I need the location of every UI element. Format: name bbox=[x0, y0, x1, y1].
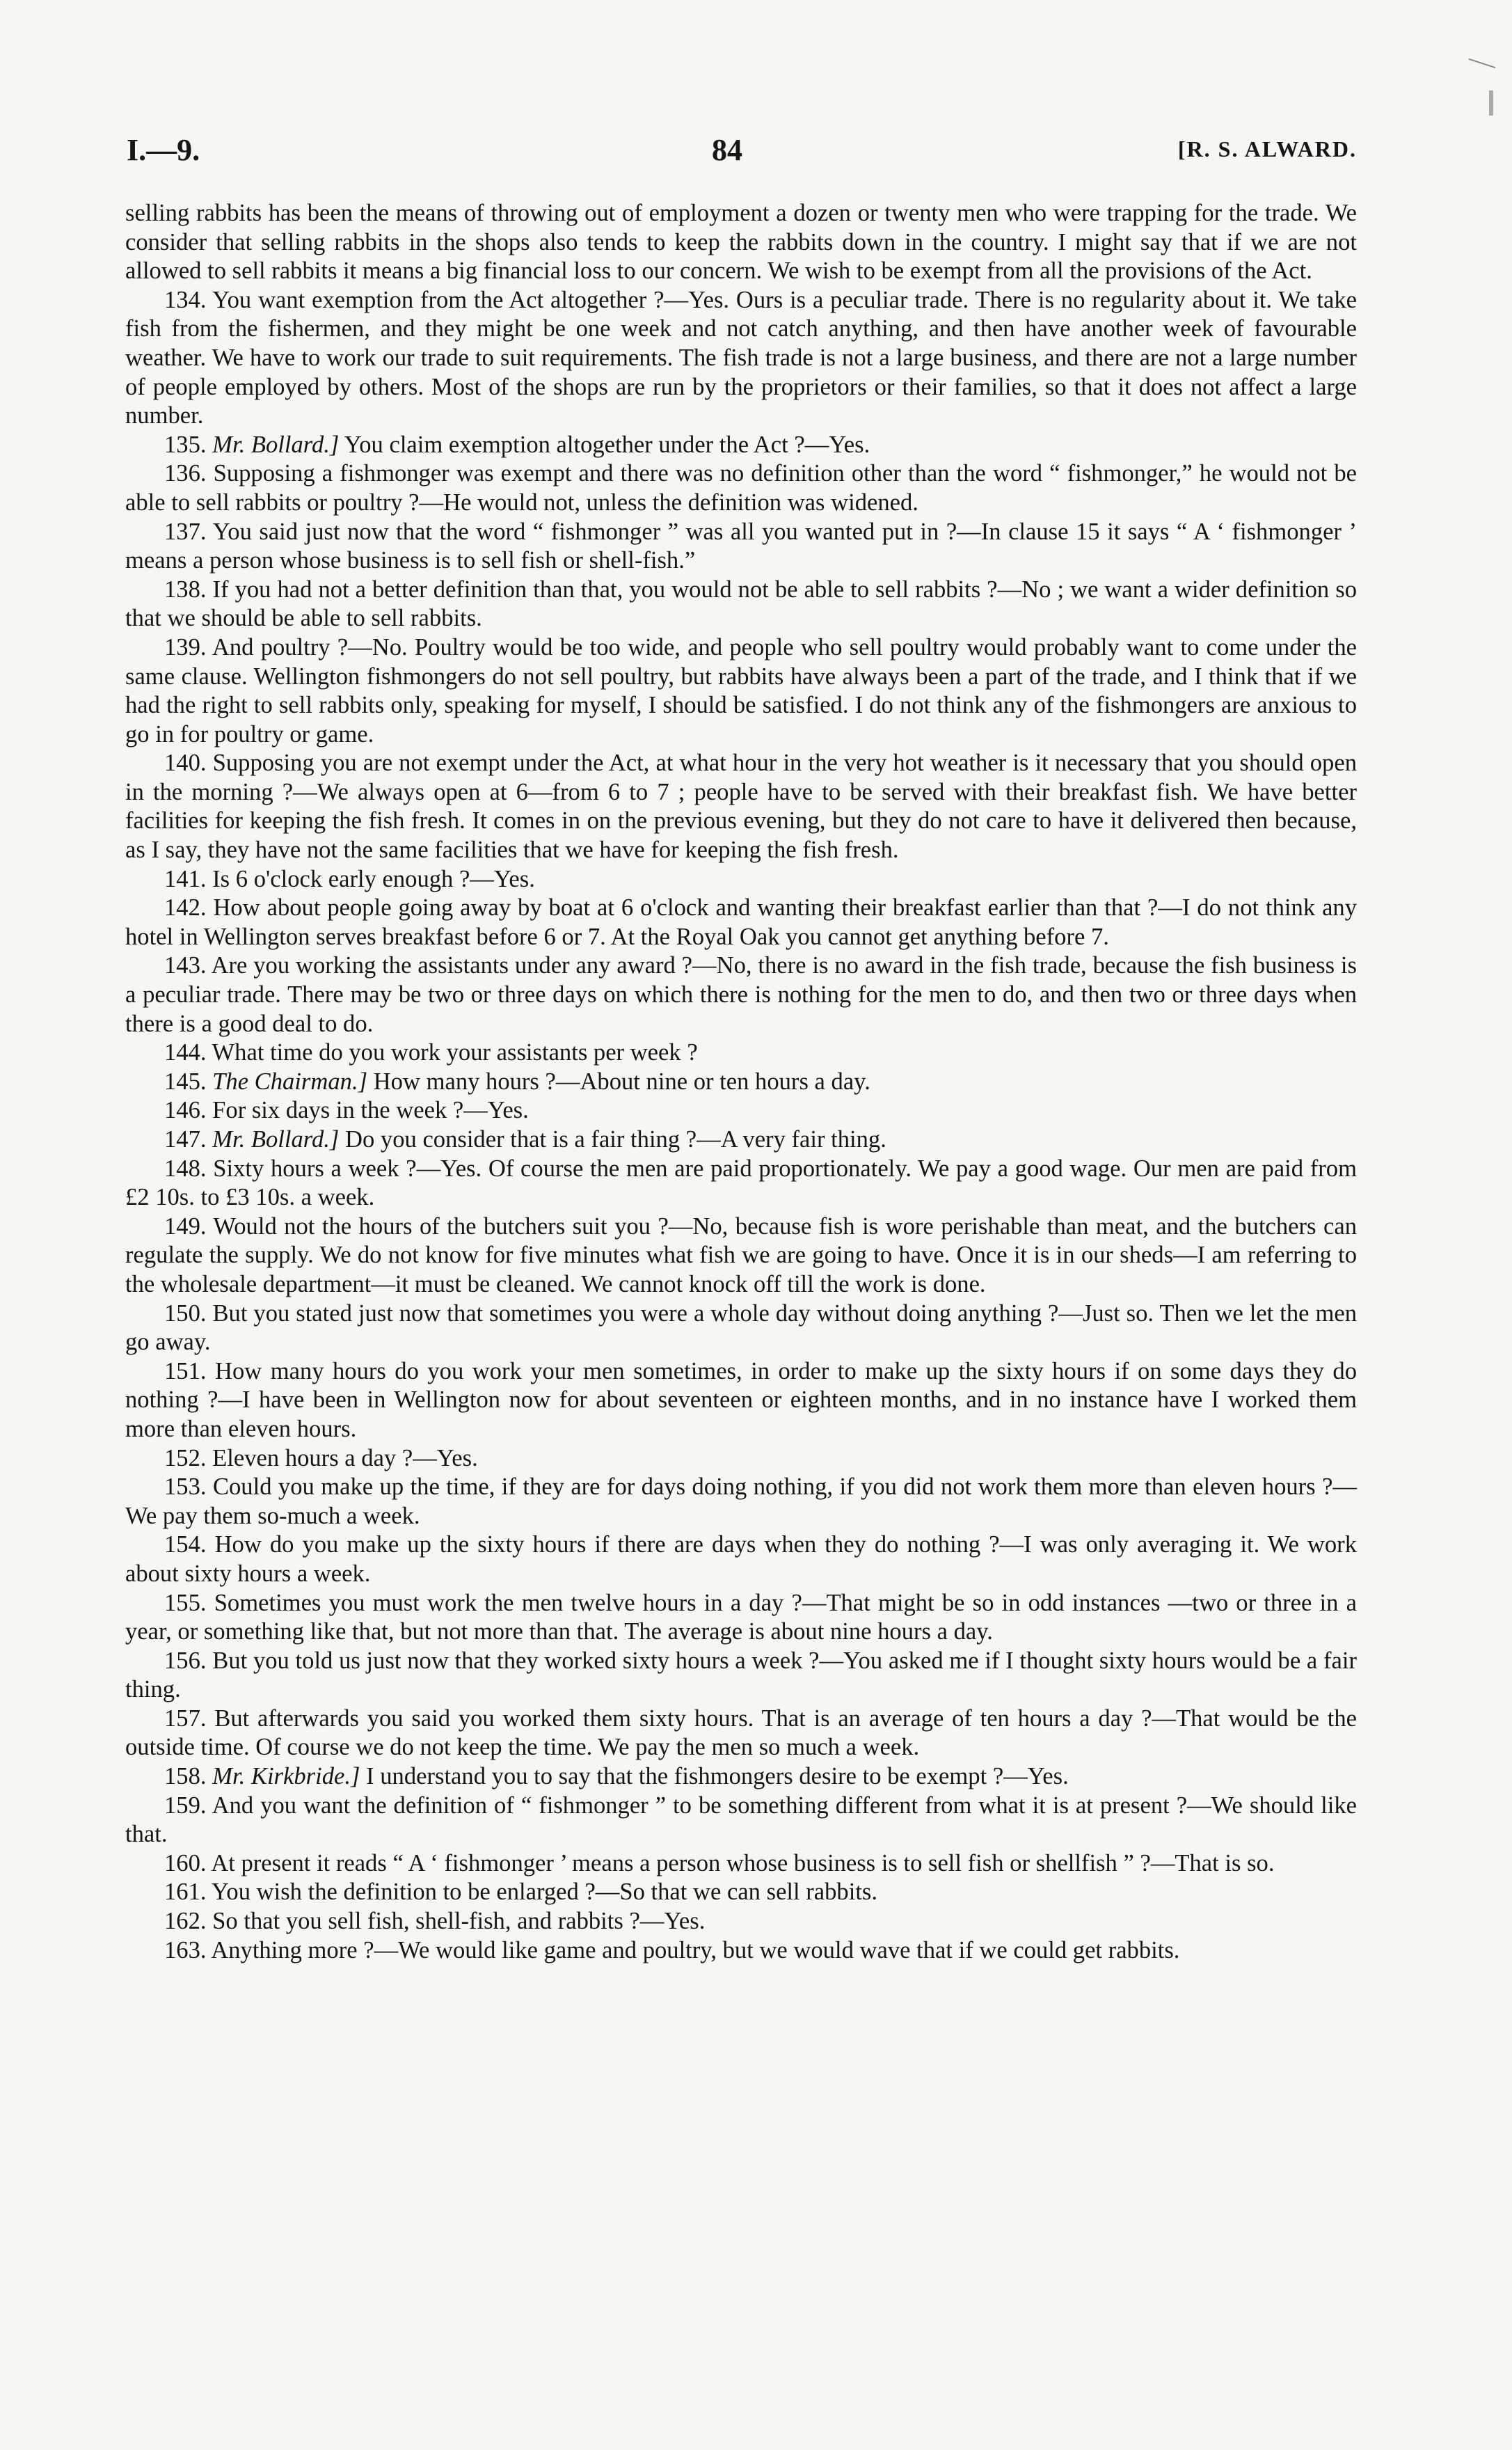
document-reference: I.—9. bbox=[127, 133, 200, 167]
question-paragraph bbox=[125, 1936, 1357, 1966]
question-paragraph bbox=[125, 1647, 1357, 1705]
paragraph-text: You wish the definition to be enlarged ?—So that we can sell rabbits. bbox=[211, 1879, 878, 1906]
paragraph-text: You want exemption from the Act altogether ?—Yes. Ours is a peculiar trade. There is no regularity about it. We take fish from the fishermen, and they might be one week and not catch anything, and then have another week of favourable weather. We have to work our trade to suit requirements. The fish trade is not a large business, and there are not a large number of people employed by others. Most of the shops are run by the proprietors or their families, so that it does not affect a large number. bbox=[125, 286, 1357, 429]
paragraph-text: And you want the definition of “ fishmonger ” to be something different from what it is at present ?—We should like that. bbox=[125, 1792, 1357, 1848]
question-paragraph bbox=[125, 865, 1357, 894]
question-number: 153. bbox=[164, 1473, 207, 1501]
question-number: 152. bbox=[164, 1444, 207, 1471]
paragraph-text: At present it reads “ A ‘ fishmonger ’ means a person whose business is to sell fish or shellfish ” ?—That is so. bbox=[211, 1849, 1275, 1876]
paragraph-text: What time do you work your assistants per week ? bbox=[212, 1039, 698, 1066]
question-number: 147. bbox=[164, 1126, 207, 1153]
speaker-name: Mr. Bollard.] bbox=[212, 1126, 340, 1153]
question-paragraph bbox=[125, 1762, 1357, 1792]
question-number: 144. bbox=[164, 1039, 207, 1066]
page-header bbox=[125, 132, 1357, 181]
question-number: 141. bbox=[164, 865, 207, 892]
paragraph-text: Supposing a fishmonger was exempt and there was no definition other than the word “ fishmonger,” he would not be able to sell rabbits or poultry ?—He would not, unless the definition was widened. bbox=[125, 460, 1357, 516]
question-number: 159. bbox=[164, 1792, 207, 1819]
margin-mark bbox=[1469, 58, 1496, 68]
paragraph-text: So that you sell fish, shell-fish, and rabbits ?—Yes. bbox=[212, 1908, 706, 1935]
paragraph-text: selling rabbits has been the means of throwing out of employment a dozen or twenty men who were trapping for the trade. We consider that selling rabbits in the shops also tends to keep the rabbits down in the country. I might say that if we are not allowed to sell rabbits it means a big financial loss to our concern. We wish to be exempt from all the provisions of the Act. bbox=[125, 200, 1357, 285]
paragraph-text: How about people going away by boat at 6 o'clock and wanting their breakfast earlier than that ?—I do not think any hotel in Wellington serves breakfast before 6 or 7. At the Royal Oak you cannot get anything before 7. bbox=[125, 894, 1357, 950]
question-number: 146. bbox=[164, 1097, 207, 1124]
paragraph-text: Could you make up the time, if they are for days doing nothing, if you did not work them more than eleven hours ?—We pay them so-much a week. bbox=[125, 1473, 1357, 1529]
question-paragraph bbox=[125, 1792, 1357, 1849]
question-paragraph bbox=[125, 1299, 1357, 1357]
question-paragraph bbox=[125, 633, 1357, 749]
paragraph-text: Would not the hours of the butchers suit you ?—No, because fish is wore perishable than meat, and the butchers can regulate the supply. We do not know for five minutes what fish we are going to have. Once it is in our sheds—I am referring to the wholesale department—it must be cleaned. We cannot knock off till the work is done. bbox=[125, 1212, 1357, 1297]
question-number: 142. bbox=[164, 894, 207, 922]
paragraph-text: You said just now that the word “ fishmonger ” was all you wanted put in ?—In clause 15 it says “ A ‘ fishmonger ’ means a person whose business is to sell fish or shell-fish.” bbox=[125, 518, 1357, 574]
document-page bbox=[125, 132, 1357, 1965]
question-number: 163. bbox=[164, 1936, 207, 1963]
question-paragraph bbox=[125, 1444, 1357, 1473]
question-number: 149. bbox=[164, 1212, 207, 1240]
page-number: 84 bbox=[712, 133, 742, 167]
question-paragraph bbox=[125, 1068, 1357, 1097]
question-paragraph bbox=[125, 1038, 1357, 1068]
question-number: 137. bbox=[164, 518, 207, 545]
question-number: 158. bbox=[164, 1763, 207, 1790]
question-number: 150. bbox=[164, 1299, 207, 1327]
speaker-name: The Chairman.] bbox=[212, 1068, 368, 1095]
continued-paragraph bbox=[125, 199, 1357, 286]
speaker-name: Mr. Bollard.] bbox=[212, 431, 340, 458]
paragraph-text: But you stated just now that sometimes you were a whole day without doing anything ?—Just so. Then we let the men go away. bbox=[125, 1299, 1357, 1356]
speaker-name: Mr. Kirkbride.] bbox=[212, 1763, 360, 1790]
question-paragraph bbox=[125, 576, 1357, 633]
paragraph-text: But afterwards you said you worked them sixty hours. That is an average of ten hours a day ?—That would be the outside time. Of course we do not keep the time. We pay the men so much a week. bbox=[125, 1705, 1357, 1761]
question-paragraph bbox=[125, 951, 1357, 1038]
question-paragraph bbox=[125, 1357, 1357, 1444]
paragraph-text: Supposing you are not exempt under the Act, at what hour in the very hot weather is it necessary that you should open in the morning ?—We always open at 6—from 6 to 7 ; people have to be served with their breakfast fish. We have better facilities for keeping the fish fresh. It comes in on the previous evening, but they do not care to have it delivered then because, as I say, they have not the same facilities that we have for keeping the fish fresh. bbox=[125, 750, 1357, 864]
paragraph-text: How many hours ?—About nine or ten hours a day. bbox=[373, 1068, 870, 1095]
paragraph-text: Eleven hours a day ?—Yes. bbox=[212, 1444, 478, 1471]
paragraph-text: Do you consider that is a fair thing ?—A very fair thing. bbox=[345, 1126, 886, 1153]
document-body bbox=[125, 199, 1357, 1965]
question-number: 143. bbox=[164, 952, 207, 979]
paragraph-text: Sometimes you must work the men twelve hours in a day ?—That might be so in odd instances —two or three in a year, or something like that, but not more than that. The average is about nine hours a day. bbox=[125, 1589, 1357, 1645]
witness-name: [R. S. ALWARD. bbox=[1177, 136, 1357, 161]
paragraph-text: How many hours do you work your men sometimes, in order to make up the sixty hours if on some days they do nothing ?—I have been in Wellington now for about seventeen or eighteen months, and in no instance have I worked them more than eleven hours. bbox=[125, 1357, 1357, 1442]
question-number: 151. bbox=[164, 1357, 207, 1384]
question-paragraph bbox=[125, 1878, 1357, 1907]
question-paragraph bbox=[125, 1125, 1357, 1155]
paragraph-text: Is 6 o'clock early enough ?—Yes. bbox=[212, 865, 535, 892]
paragraph-text: I understand you to say that the fishmongers desire to be exempt ?—Yes. bbox=[366, 1763, 1069, 1790]
question-paragraph bbox=[125, 1096, 1357, 1125]
question-number: 154. bbox=[164, 1531, 207, 1558]
question-number: 138. bbox=[164, 576, 207, 603]
question-paragraph bbox=[125, 286, 1357, 431]
question-number: 134. bbox=[164, 286, 207, 313]
question-number: 140. bbox=[164, 750, 207, 777]
question-number: 156. bbox=[164, 1647, 207, 1674]
paragraph-text: Are you working the assistants under any award ?—No, there is no award in the fish trade, because the fish business is a peculiar trade. There may be two or three days on which there is nothing for the men to do, and then two or three days when there is a good deal to do. bbox=[125, 952, 1357, 1037]
question-paragraph bbox=[125, 1155, 1357, 1212]
question-number: 161. bbox=[164, 1879, 207, 1906]
question-number: 136. bbox=[164, 460, 207, 487]
question-paragraph bbox=[125, 1907, 1357, 1936]
question-paragraph bbox=[125, 1212, 1357, 1299]
question-paragraph bbox=[125, 431, 1357, 460]
question-paragraph bbox=[125, 1849, 1357, 1879]
paragraph-text: But you told us just now that they worked sixty hours a week ?—You asked me if I thought sixty hours would be a fair thing. bbox=[125, 1647, 1357, 1703]
question-paragraph bbox=[125, 1589, 1357, 1647]
paragraph-text: Sixty hours a week ?—Yes. Of course the men are paid proportionately. We pay a good wage. Our men are paid from £2 10s. to £3 10s. a week. bbox=[125, 1155, 1357, 1211]
question-paragraph bbox=[125, 459, 1357, 517]
question-number: 155. bbox=[164, 1589, 207, 1616]
paragraph-text: And poultry ?—No. Poultry would be too wide, and people who sell poultry would probably want to come under the same clause. Wellington fishmongers do not sell poultry, but rabbits have always been a part of the trade, and I think that if we had the right to sell rabbits only, speaking for myself, I should be satisfied. I do not think any of the fishmongers are anxious to go in for poultry or game. bbox=[125, 633, 1357, 748]
question-number: 160. bbox=[164, 1849, 207, 1876]
margin-mark bbox=[1489, 90, 1493, 116]
paragraph-text: Anything more ?—We would like game and poultry, but we would wave that if we could get rabbits. bbox=[211, 1936, 1180, 1963]
question-number: 145. bbox=[164, 1068, 207, 1095]
paragraph-text: You claim exemption altogether under the Act ?—Yes. bbox=[344, 431, 870, 458]
question-paragraph bbox=[125, 1531, 1357, 1588]
paragraph-text: If you had not a better definition than that, you would not be able to sell rabbits ?—No ; we want a wider definition so that we should be able to sell rabbits. bbox=[125, 576, 1357, 632]
paragraph-text: For six days in the week ?—Yes. bbox=[212, 1097, 529, 1124]
question-number: 157. bbox=[164, 1705, 207, 1732]
question-paragraph bbox=[125, 749, 1357, 864]
question-paragraph bbox=[125, 518, 1357, 576]
question-number: 162. bbox=[164, 1908, 207, 1935]
question-number: 148. bbox=[164, 1155, 207, 1182]
question-paragraph bbox=[125, 1473, 1357, 1531]
question-number: 139. bbox=[164, 633, 207, 661]
question-paragraph bbox=[125, 894, 1357, 951]
paragraph-text: How do you make up the sixty hours if there are days when they do nothing ?—I was only averaging it. We work about sixty hours a week. bbox=[125, 1531, 1357, 1587]
question-number: 135. bbox=[164, 431, 207, 458]
question-paragraph bbox=[125, 1705, 1357, 1762]
